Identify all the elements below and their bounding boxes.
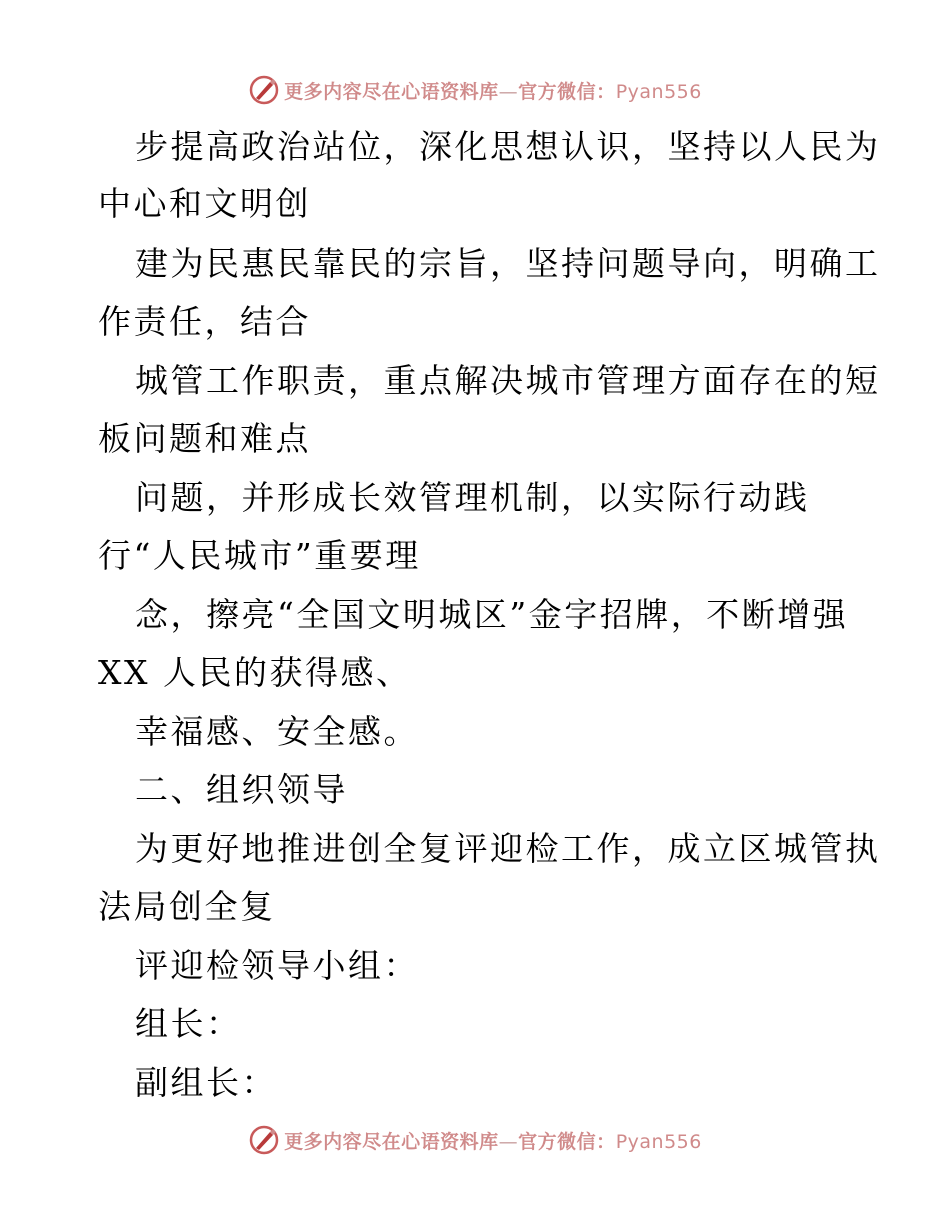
watermark-brand: 更多内容尽在心语资料库 <box>284 80 499 103</box>
paragraph-line: 念，擦亮“全国文明城区”金字招牌，不断增强 <box>135 595 849 634</box>
paragraph-line: 为更好地推进创全复评迎检工作，成立区城管执 <box>135 829 881 868</box>
watermark-wechat-label: 官方微信： <box>518 80 616 103</box>
paragraph-line: 建为民惠民靠民的宗旨，坚持问题导向，明确工 <box>135 244 881 283</box>
paragraph-line: 步提高政治站位，深化思想认识，坚持以人民为 <box>135 127 881 166</box>
paragraph-line: 城管工作职责，重点解决城市管理方面存在的短 <box>135 361 881 400</box>
section-heading: 二、组织领导 <box>135 770 348 809</box>
watermark-text <box>284 1127 702 1154</box>
footer-watermark <box>0 1120 950 1160</box>
watermark-text <box>284 77 702 104</box>
paragraph-line: 副组长： <box>135 1063 277 1102</box>
pen-logo-icon <box>248 74 280 106</box>
watermark-wechat-id: Pyan556 <box>615 80 702 103</box>
watermark-wechat-label: 官方微信： <box>518 1130 616 1153</box>
header-watermark <box>0 70 950 110</box>
watermark-brand: 更多内容尽在心语资料库 <box>284 1130 499 1153</box>
paragraph-line: 法局创全复 <box>98 887 276 926</box>
paragraph-line: 板问题和难点 <box>98 419 311 458</box>
watermark-separator: — <box>498 1130 519 1153</box>
watermark-separator: — <box>498 80 519 103</box>
paragraph-line: 评迎检领导小组： <box>135 946 419 985</box>
paragraph-line: 行“人民城市”重要理 <box>98 536 421 575</box>
paragraph-line: 中心和文明创 <box>98 184 311 223</box>
watermark-wechat-id: Pyan556 <box>615 1130 702 1153</box>
paragraph-line: 幸福感、安全感。 <box>135 712 419 751</box>
paragraph-line: 作责任，结合 <box>98 302 311 341</box>
paragraph-line: 组长： <box>135 1004 242 1043</box>
paragraph-line: XX 人民的获得感、 <box>98 653 412 692</box>
pen-logo-icon <box>248 1124 280 1156</box>
paragraph-line: 问题，并形成长效管理机制，以实际行动践 <box>135 478 810 517</box>
